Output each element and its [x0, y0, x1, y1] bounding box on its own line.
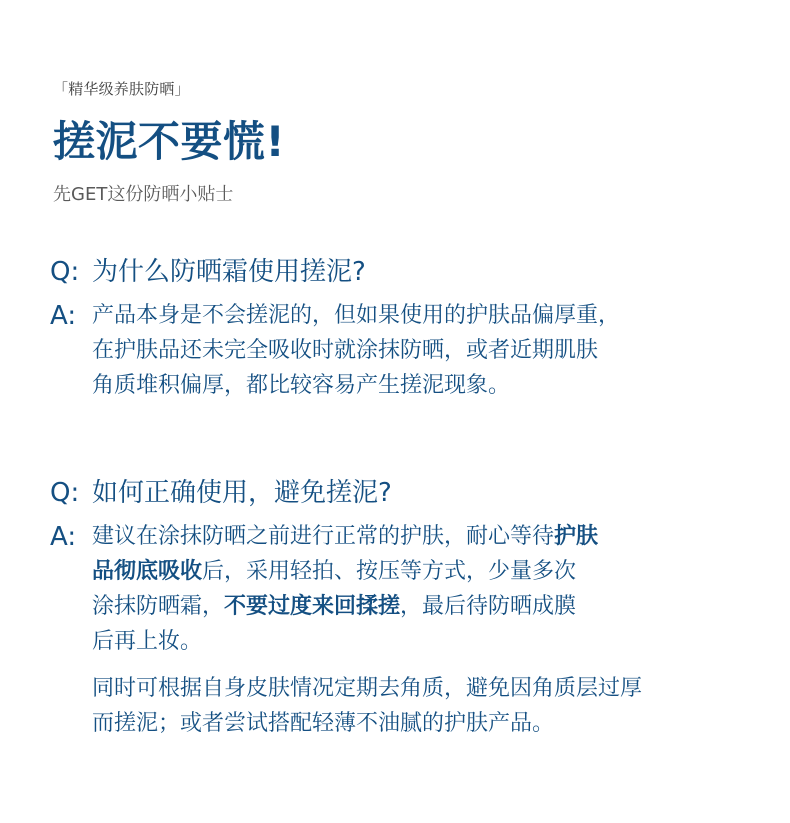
answer-text	[92, 298, 732, 403]
question-text: 如何正确使用，避免搓泥?	[92, 478, 392, 508]
answer-line: 在护肤品还未完全吸收时就涂抹防晒，或者近期肌肤	[92, 338, 599, 363]
answer-line	[92, 589, 732, 624]
answer-line: 而搓泥；或者尝试搭配轻薄不油腻的护肤产品。	[92, 711, 555, 736]
answer-line	[92, 554, 732, 589]
answer-prefix: A:	[50, 522, 77, 552]
answer-prefix: A:	[50, 301, 77, 331]
question-prefix: Q:	[50, 257, 80, 287]
tagline: 「精华级养肤防晒」	[53, 80, 190, 98]
answer-line: 角质堆积偏厚，都比较容易产生搓泥现象。	[92, 373, 511, 398]
answer-segment: 建议在涂抹防晒之前进行正常的护肤，耐心等待	[92, 524, 555, 549]
answer-row	[50, 519, 770, 741]
answer-emphasis: 护肤	[554, 524, 599, 549]
answer-line: 同时可根据自身皮肤情况定期去角质，避免因角质层过厚	[92, 676, 643, 701]
page-title: 搓泥不要慌!	[53, 117, 286, 166]
question-row	[50, 254, 770, 290]
qa-item-1	[50, 254, 770, 403]
answer-text	[92, 519, 732, 741]
page-subtitle: 先GET这份防晒小贴士	[53, 184, 234, 205]
answer-segment: ，最后待防晒成膜	[400, 594, 577, 619]
answer-line: 后再上妆。	[92, 629, 203, 654]
answer-emphasis: 不要过度来回揉搓	[224, 594, 401, 619]
answer-emphasis: 品彻底吸收	[92, 559, 203, 584]
question-row	[50, 475, 770, 511]
answer-line: 产品本身是不会搓泥的，但如果使用的护肤品偏厚重，	[92, 303, 621, 328]
answer-segment: 后，采用轻拍、按压等方式，少量多次	[202, 559, 577, 584]
question-text: 为什么防晒霜使用搓泥?	[92, 257, 366, 287]
answer-paragraph-2	[92, 671, 732, 741]
qa-item-2	[50, 475, 770, 741]
answer-segment: 涂抹防晒霜，	[92, 594, 225, 619]
answer-row	[50, 298, 770, 403]
question-prefix: Q:	[50, 478, 80, 508]
answer-line	[92, 519, 732, 554]
